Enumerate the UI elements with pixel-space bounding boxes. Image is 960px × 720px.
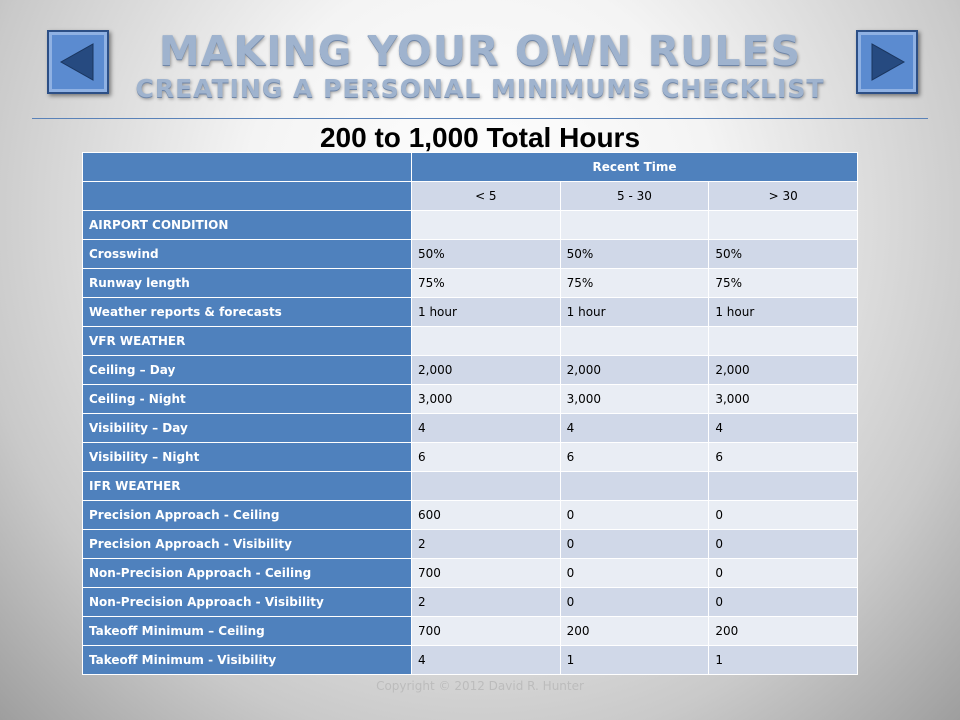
table-cell: 75% [560, 269, 709, 298]
table-cell: 4 [412, 414, 561, 443]
table-row [83, 327, 858, 356]
table-cell: 4 [412, 646, 561, 675]
column-header-cell: < 5 [412, 182, 561, 211]
title-divider [32, 118, 928, 119]
table-cell: 0 [560, 501, 709, 530]
table-cell: 0 [709, 530, 858, 559]
row-label: Weather reports & forecasts [83, 298, 412, 327]
table-cell: 3,000 [709, 385, 858, 414]
row-label: VFR WEATHER [83, 327, 412, 356]
table-cell: 200 [709, 617, 858, 646]
table-cell: 2 [412, 530, 561, 559]
table-cell: 2,000 [412, 356, 561, 385]
column-header-corner-cell [83, 182, 412, 211]
table-cell: 1 [560, 646, 709, 675]
row-label: Runway length [83, 269, 412, 298]
table-cell: 0 [560, 559, 709, 588]
table-cell [709, 472, 858, 501]
table-row [83, 646, 858, 675]
table-cell: 4 [560, 414, 709, 443]
table-row [83, 530, 858, 559]
row-label: Takeoff Minimum - Visibility [83, 646, 412, 675]
table-cell: 6 [560, 443, 709, 472]
table-row [83, 211, 858, 240]
table-row [83, 588, 858, 617]
table-cell: 6 [412, 443, 561, 472]
table-cell: 50% [709, 240, 858, 269]
table-cell [412, 211, 561, 240]
table-row [83, 385, 858, 414]
table-row [83, 356, 858, 385]
row-label: Precision Approach - Ceiling [83, 501, 412, 530]
table-row [83, 559, 858, 588]
slide-title: MAKING YOUR OWN RULES [158, 27, 802, 75]
table-cell [560, 211, 709, 240]
row-label: Visibility – Night [83, 443, 412, 472]
table-cell: 0 [709, 588, 858, 617]
row-label: Non-Precision Approach - Ceiling [83, 559, 412, 588]
table-cell [560, 327, 709, 356]
table-cell: 600 [412, 501, 561, 530]
column-header-cell: 5 - 30 [560, 182, 709, 211]
table-cell: 50% [560, 240, 709, 269]
table-cell: 75% [709, 269, 858, 298]
section-title: 200 to 1,000 Total Hours [319, 122, 641, 153]
table-row [83, 240, 858, 269]
table-row [83, 501, 858, 530]
column-header-cell: > 30 [709, 182, 858, 211]
minimums-table [82, 152, 858, 675]
row-label: AIRPORT CONDITION [83, 211, 412, 240]
table-cell: 6 [709, 443, 858, 472]
row-label: Ceiling – Day [83, 356, 412, 385]
table-row [83, 414, 858, 443]
table-cell: 1 hour [412, 298, 561, 327]
table-cell: 2,000 [560, 356, 709, 385]
header-corner-cell [83, 153, 412, 182]
table-row [83, 472, 858, 501]
row-label: Visibility – Day [83, 414, 412, 443]
row-label: Non-Precision Approach - Visibility [83, 588, 412, 617]
column-header-row [83, 182, 858, 211]
table-cell: 0 [709, 559, 858, 588]
table-cell: 75% [412, 269, 561, 298]
slide-subtitle: CREATING A PERSONAL MINIMUMS CHECKLIST [135, 74, 825, 103]
row-label: Ceiling - Night [83, 385, 412, 414]
table-cell: 2 [412, 588, 561, 617]
table-row [83, 298, 858, 327]
table-cell: 700 [412, 559, 561, 588]
table-cell: 3,000 [412, 385, 561, 414]
copyright-notice: Copyright © 2012 David R. Hunter [376, 679, 584, 693]
table-cell: 50% [412, 240, 561, 269]
table-cell: 3,000 [560, 385, 709, 414]
table-cell: 0 [560, 588, 709, 617]
table-cell [412, 472, 561, 501]
row-label: Takeoff Minimum – Ceiling [83, 617, 412, 646]
table-cell [412, 327, 561, 356]
table-cell: 700 [412, 617, 561, 646]
table-cell [709, 327, 858, 356]
table-cell: 1 hour [560, 298, 709, 327]
table-cell [560, 472, 709, 501]
table-cell: 2,000 [709, 356, 858, 385]
table-cell: 4 [709, 414, 858, 443]
table-cell [709, 211, 858, 240]
table-cell: 1 hour [709, 298, 858, 327]
table-cell: 0 [560, 530, 709, 559]
table-cell: 200 [560, 617, 709, 646]
row-label: IFR WEATHER [83, 472, 412, 501]
table-cell: 0 [709, 501, 858, 530]
group-header-row [83, 153, 858, 182]
table-row [83, 269, 858, 298]
row-label: Crosswind [83, 240, 412, 269]
table-cell: 1 [709, 646, 858, 675]
table-row [83, 617, 858, 646]
recent-time-header: Recent Time [412, 153, 858, 182]
table-row [83, 443, 858, 472]
row-label: Precision Approach - Visibility [83, 530, 412, 559]
